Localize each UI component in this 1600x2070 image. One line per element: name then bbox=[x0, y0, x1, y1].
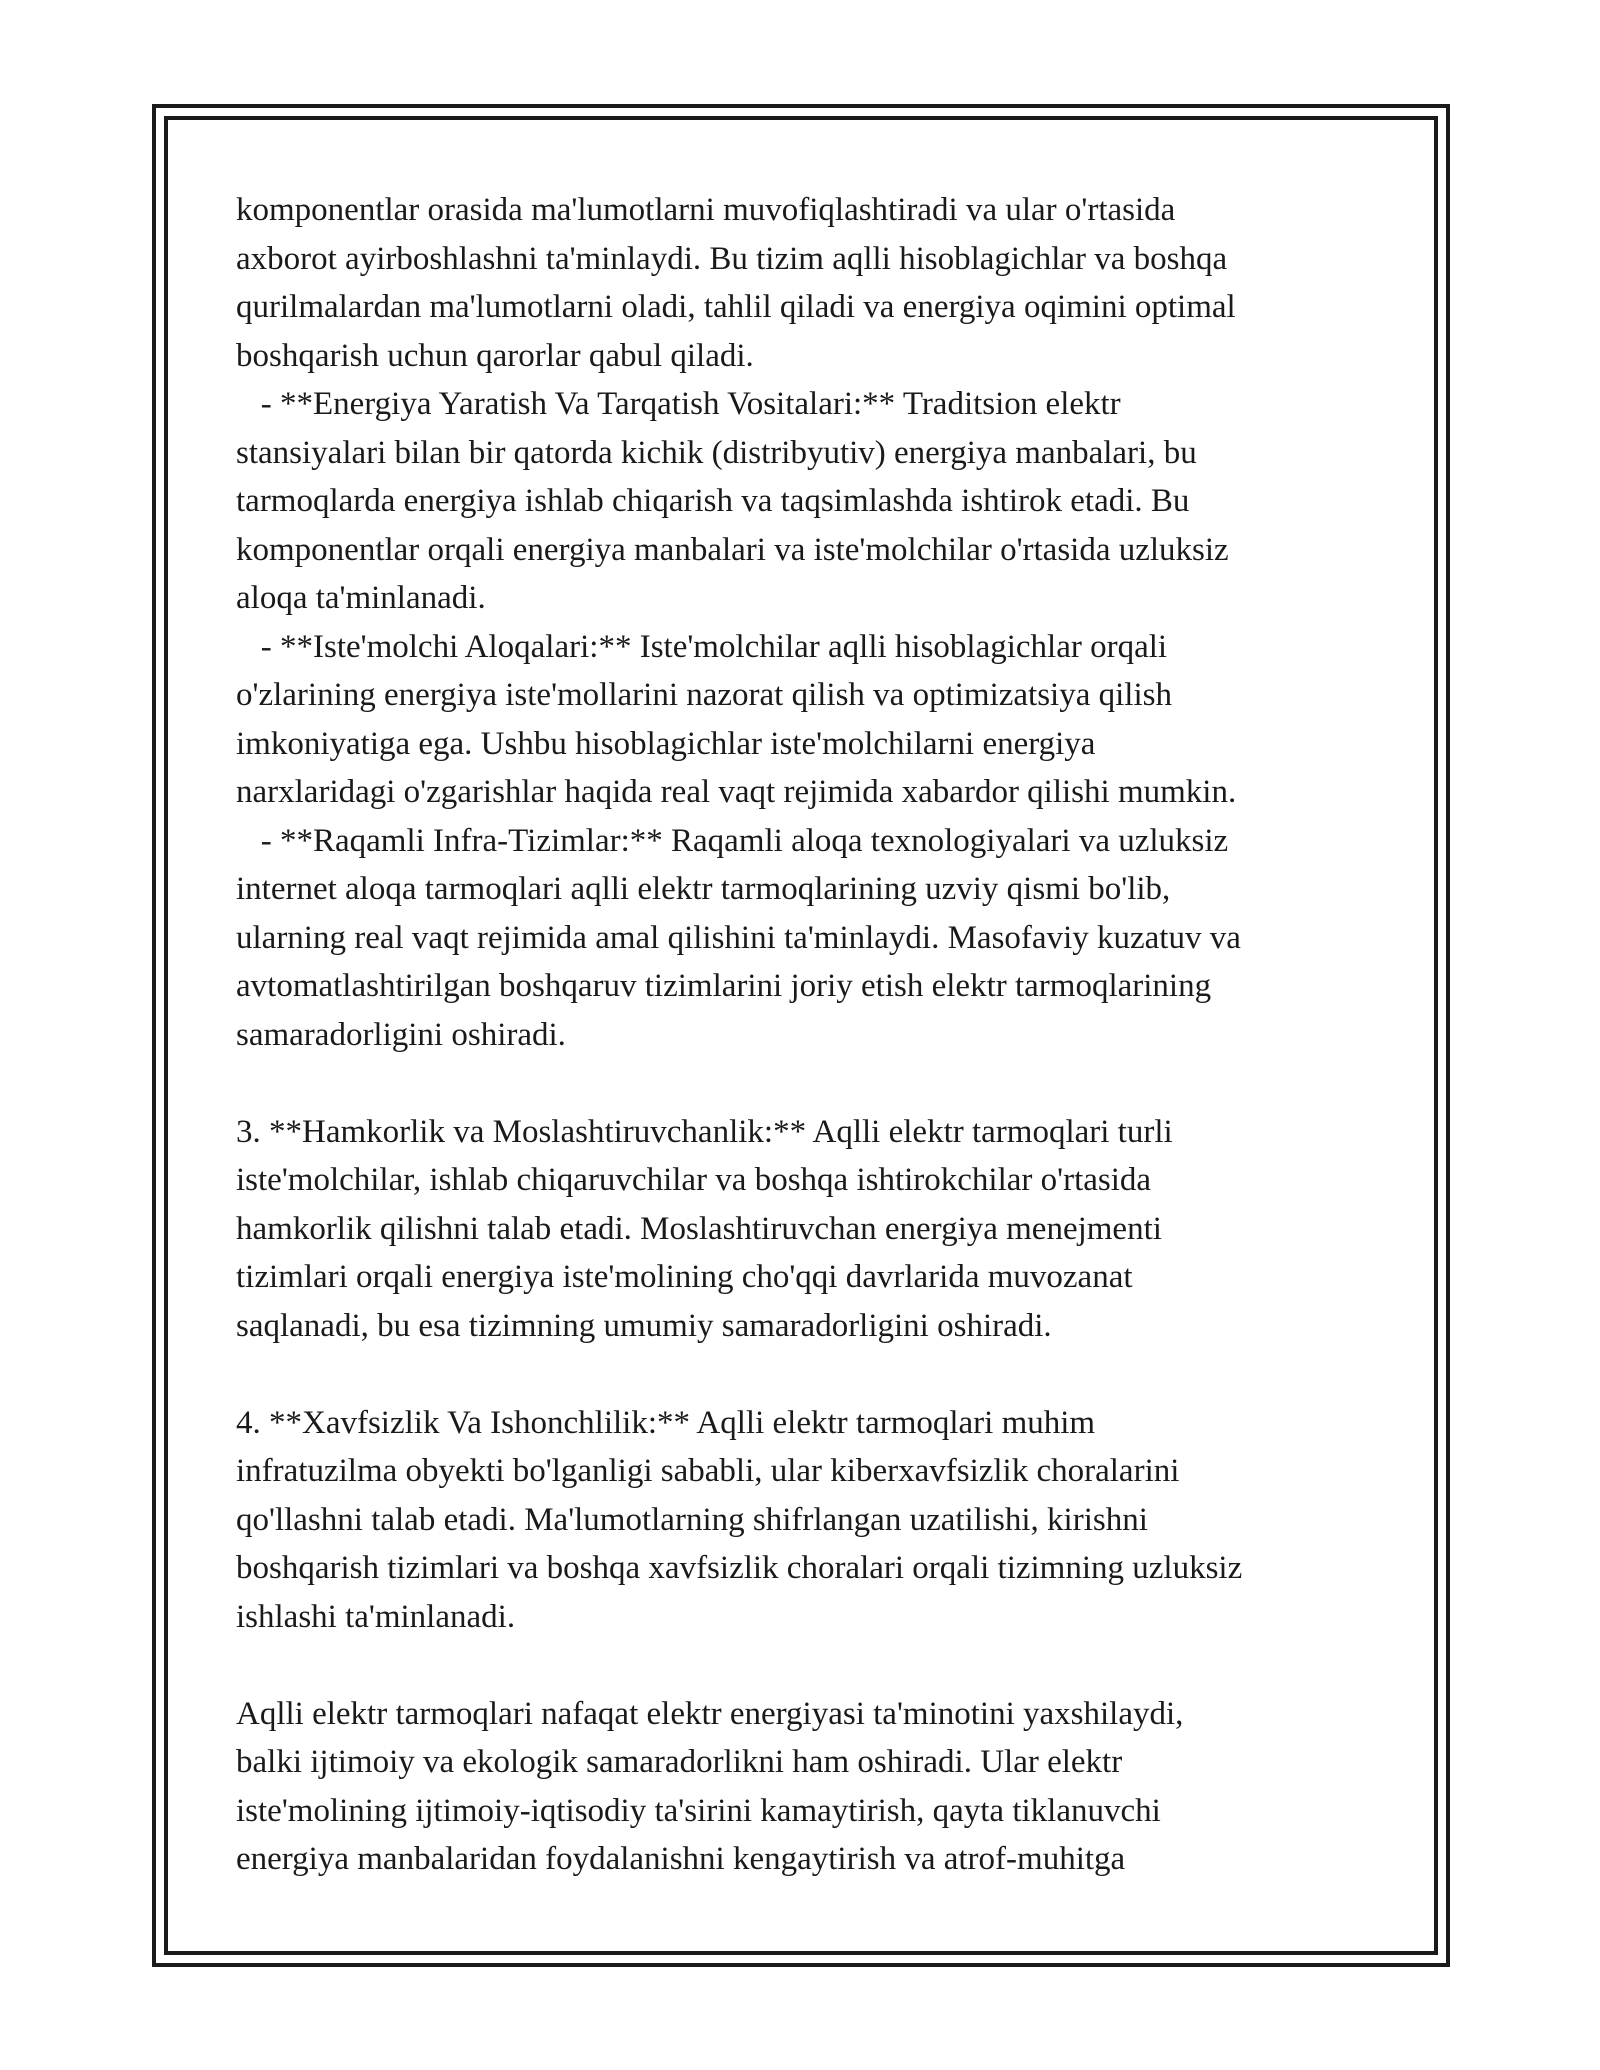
text-line: o'zlarining energiya iste'mollarini nazorat qilish va optimizatsiya qilish bbox=[236, 677, 1172, 713]
text-line: samaradorligini oshiradi. bbox=[236, 1016, 566, 1053]
text-line: iste'molining ijtimoiy-iqtisodiy ta'sirini kamaytirish, qayta tiklanuvchi bbox=[236, 1792, 1161, 1829]
text-line: ishlashi ta'minlanadi. bbox=[236, 1598, 516, 1635]
text-line: komponentlar orasida ma'lumotlarni muvofiqlashtiradi va ular o'rtasida bbox=[236, 192, 1176, 228]
paragraph-gap bbox=[236, 1059, 1376, 1108]
text-line: hamkorlik qilishni talab etadi. Moslashtiruvchan energiya menejmenti bbox=[236, 1210, 1162, 1247]
document-body bbox=[236, 186, 1376, 1884]
text-line: qurilmalardan ma'lumotlarni oladi, tahlil qiladi va energiya oqimini optimal bbox=[236, 289, 1236, 325]
text-line: tizimlari orqali energiya iste'molining cho'qqi davrlarida muvozanat bbox=[236, 1259, 1133, 1295]
text-line: infratuzilma obyekti bo'lganligi sababli, ular kiberxavfsizlik choralarini bbox=[236, 1453, 1180, 1489]
text-line: balki ijtimoiy va ekologik samaradorlikni ham oshiradi. Ular elektr bbox=[236, 1744, 1123, 1780]
text-line: iste'molchilar, ishlab chiqaruvchilar va boshqa ishtirokchilar o'rtasida bbox=[236, 1162, 1152, 1198]
text-line: 3. **Hamkorlik va Moslashtiruvchanlik:** Aqlli elektr tarmoqlari turli bbox=[236, 1113, 1173, 1150]
text-line: avtomatlashtirilgan boshqaruv tizimlarini joriy etish elektr tarmoqlarining bbox=[236, 968, 1212, 1004]
text-line: narxlaridagi o'zgarishlar haqida real vaqt rejimida xabardor qilishi mumkin. bbox=[236, 774, 1237, 810]
text-line: 4. **Xavfsizlik Va Ishonchlilik:** Aqlli elektr tarmoqlari muhim bbox=[236, 1404, 1096, 1441]
text-line: internet aloqa tarmoqlari aqlli elektr tarmoqlarining uzviy qismi bo'lib, bbox=[236, 871, 1171, 907]
text-line: stansiyalari bilan bir qatorda kichik (distribyutiv) energiya manbalari, bu bbox=[236, 434, 1197, 471]
text-line: imkoniyatiga ega. Ushbu hisoblagichlar iste'molchilarni energiya bbox=[236, 725, 1096, 762]
text-line: axborot ayirboshlashni ta'minlaydi. Bu tizim aqlli hisoblagichlar va boshqa bbox=[236, 240, 1228, 277]
text-line: - **Iste'molchi Aloqalari:** Iste'molchilar aqlli hisoblagichlar orqali bbox=[236, 628, 1168, 665]
text-line: boshqarish uchun qarorlar qabul qiladi. bbox=[236, 337, 754, 374]
text-line: ularning real vaqt rejimida amal qilishini ta'minlaydi. Masofaviy kuzatuv va bbox=[236, 919, 1241, 956]
text-line: komponentlar orqali energiya manbalari va iste'molchilar o'rtasida uzluksiz bbox=[236, 531, 1229, 568]
text-line: boshqarish tizimlari va boshqa xavfsizlik choralari orqali tizimning uzluksiz bbox=[236, 1550, 1243, 1586]
paragraph-gap bbox=[236, 1641, 1376, 1690]
text-line: - **Energiya Yaratish Va Tarqatish Vositalari:** Traditsion elektr bbox=[236, 386, 1121, 422]
text-line: energiya manbalaridan foydalanishni kengaytirish va atrof-muhitga bbox=[236, 1841, 1126, 1877]
text-line: Aqlli elektr tarmoqlari nafaqat elektr energiyasi ta'minotini yaxshilaydi, bbox=[236, 1695, 1184, 1732]
paragraph-gap bbox=[236, 1350, 1376, 1399]
text-line: tarmoqlarda energiya ishlab chiqarish va taqsimlashda ishtirok etadi. Bu bbox=[236, 483, 1190, 519]
text-line: qo'llashni talab etadi. Ma'lumotlarning shifrlangan uzatilishi, kirishni bbox=[236, 1501, 1148, 1538]
text-line: aloqa ta'minlanadi. bbox=[236, 580, 486, 616]
text-line: saqlanadi, bu esa tizimning umumiy samaradorligini oshiradi. bbox=[236, 1307, 1052, 1344]
text-line: - **Raqamli Infra-Tizimlar:** Raqamli aloqa texnologiyalari va uzluksiz bbox=[236, 822, 1229, 859]
